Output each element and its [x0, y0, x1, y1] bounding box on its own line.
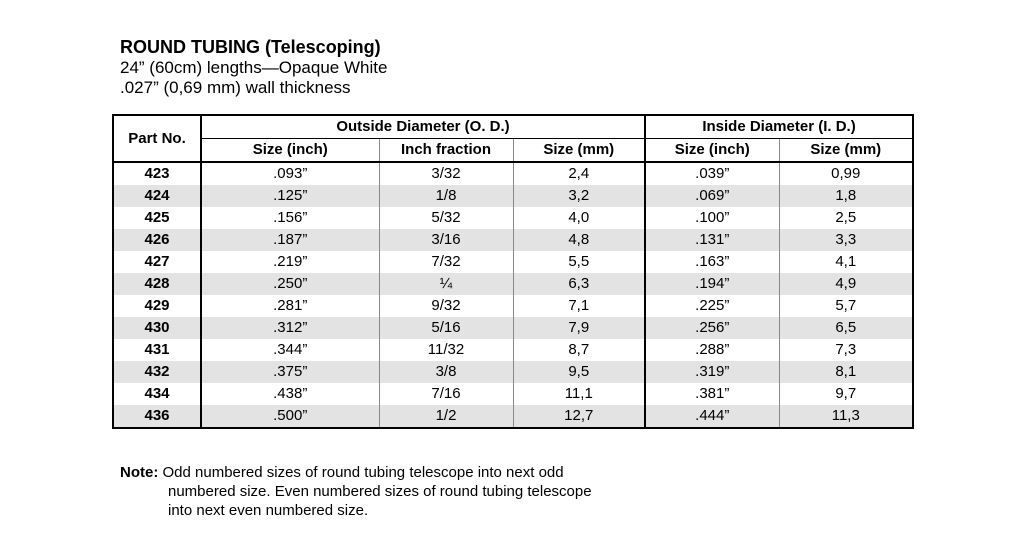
table-row	[113, 361, 913, 383]
table-row	[113, 405, 913, 428]
od-fraction-header: Inch fraction	[379, 139, 513, 163]
id-mm-cell: 5,7	[835, 297, 857, 314]
id-mm-cell: 9,7	[835, 385, 857, 402]
note-label: Note:	[120, 464, 159, 481]
od-fraction-cell: 7/32	[379, 251, 513, 273]
od-mm-cell: 12,7	[513, 405, 645, 428]
part-number-cell: 428	[113, 273, 201, 295]
od-fraction-cell: 5/16	[379, 317, 513, 339]
id-inch-cell: .194”	[645, 273, 779, 295]
id-mm-cell: 6,5	[779, 317, 913, 339]
id-inch-cell: .288”	[645, 339, 779, 361]
table-row	[113, 317, 913, 339]
part-number-cell: 430	[113, 317, 201, 339]
id-mm-cell: 4,1	[835, 253, 857, 270]
od-fraction-cell: 3/16	[379, 229, 513, 251]
group-header-row	[113, 115, 913, 139]
od-inch-cell: .438”	[201, 383, 379, 405]
part-number-cell: 436	[113, 405, 201, 428]
id-mm-cell: 11,3	[779, 405, 913, 428]
od-mm-cell: 3,2	[513, 185, 645, 207]
od-inch-cell: .187”	[201, 229, 379, 251]
id-mm-cell: 7,3	[835, 341, 857, 358]
od-inch-cell: .125”	[201, 185, 379, 207]
id-mm-cell: 2,5	[835, 209, 857, 226]
od-mm-cell: 2,4	[513, 162, 645, 185]
column-header-row	[113, 139, 913, 163]
note-line-3: into next even numbered size.	[168, 502, 369, 519]
od-inch-cell: .281”	[201, 295, 379, 317]
id-mm-cell: 4,9	[779, 273, 913, 295]
od-mm-cell: 7,9	[513, 317, 645, 339]
table-row	[113, 229, 913, 251]
id-inch-cell: .069”	[645, 185, 779, 207]
od-inch-cell: .312”	[201, 317, 379, 339]
wall-thickness-description: .027” (0,69 mm) wall thickness	[120, 78, 351, 97]
od-fraction-cell: 9/32	[379, 295, 513, 317]
table-body	[113, 162, 913, 428]
tubing-spec-table	[112, 114, 914, 429]
id-inch-header: Size (inch)	[645, 139, 779, 163]
outside-diameter-header: Outside Diameter (O. D.)	[201, 115, 645, 139]
od-fraction-cell: 1/2	[379, 405, 513, 428]
telescoping-note	[120, 463, 680, 520]
id-inch-cell: .131”	[645, 229, 779, 251]
od-mm-cell: 6,3	[513, 273, 645, 295]
id-inch-cell: .225”	[645, 295, 779, 317]
od-mm-cell: 4,0	[513, 207, 645, 229]
od-fraction-cell: ¼	[379, 273, 513, 295]
length-description: 24” (60cm) lengths—Opaque White	[120, 58, 388, 77]
id-inch-cell: .319”	[645, 361, 779, 383]
note-line-1: Odd numbered sizes of round tubing telescope into next odd	[162, 464, 564, 481]
id-mm-cell: 8,1	[779, 361, 913, 383]
part-number-cell: 424	[113, 185, 201, 207]
od-fraction-cell: 3/8	[379, 361, 513, 383]
part-number-cell: 434	[113, 383, 201, 405]
od-mm-cell: 8,7	[513, 339, 645, 361]
id-inch-cell: .163”	[645, 251, 779, 273]
id-inch-cell: .100”	[645, 207, 779, 229]
od-inch-cell: .093”	[201, 162, 379, 185]
table-row	[113, 162, 913, 185]
table-row	[113, 251, 913, 273]
od-inch-cell: .156”	[201, 207, 379, 229]
od-mm-cell: 9,5	[513, 361, 645, 383]
od-mm-cell: 4,8	[513, 229, 645, 251]
id-mm-cell: 0,99	[831, 165, 861, 182]
od-fraction-cell: 5/32	[379, 207, 513, 229]
table-row	[113, 185, 913, 207]
od-fraction-cell: 1/8	[379, 185, 513, 207]
page-title: ROUND TUBING (Telescoping)	[120, 37, 381, 57]
od-mm-cell: 5,5	[513, 251, 645, 273]
od-inch-cell: .500”	[201, 405, 379, 428]
od-inch-cell: .250”	[201, 273, 379, 295]
od-inch-cell: .344”	[201, 339, 379, 361]
id-inch-cell: .256”	[645, 317, 779, 339]
page-header	[120, 36, 387, 98]
table-row	[113, 339, 913, 361]
id-inch-cell: .444”	[645, 405, 779, 428]
od-inch-cell: .375”	[201, 361, 379, 383]
part-number-cell: 432	[113, 361, 201, 383]
od-mm-cell: 7,1	[513, 295, 645, 317]
od-inch-cell: .219”	[201, 251, 379, 273]
od-fraction-cell: 11/32	[379, 339, 513, 361]
id-inch-cell: .039”	[645, 162, 779, 185]
od-mm-header: Size (mm)	[513, 139, 645, 163]
od-inch-header: Size (inch)	[201, 139, 379, 163]
part-number-cell: 427	[113, 251, 201, 273]
table-row	[113, 273, 913, 295]
part-number-cell: 429	[113, 295, 201, 317]
id-mm-cell: 1,8	[779, 185, 913, 207]
id-mm-header: Size (mm)	[779, 139, 913, 163]
od-fraction-cell: 7/16	[379, 383, 513, 405]
table-row	[113, 207, 913, 229]
part-number-cell: 423	[113, 162, 201, 185]
table-row	[113, 383, 913, 405]
od-fraction-cell: 3/32	[379, 162, 513, 185]
table-row	[113, 295, 913, 317]
inside-diameter-header: Inside Diameter (I. D.)	[645, 115, 913, 139]
note-line-2: numbered size. Even numbered sizes of round tubing telescope	[168, 483, 592, 500]
part-number-cell: 431	[113, 339, 201, 361]
id-inch-cell: .381”	[645, 383, 779, 405]
part-number-header: Part No.	[113, 115, 201, 162]
part-number-cell: 426	[113, 229, 201, 251]
id-mm-cell: 3,3	[779, 229, 913, 251]
part-number-cell: 425	[113, 207, 201, 229]
od-mm-cell: 11,1	[513, 383, 645, 405]
